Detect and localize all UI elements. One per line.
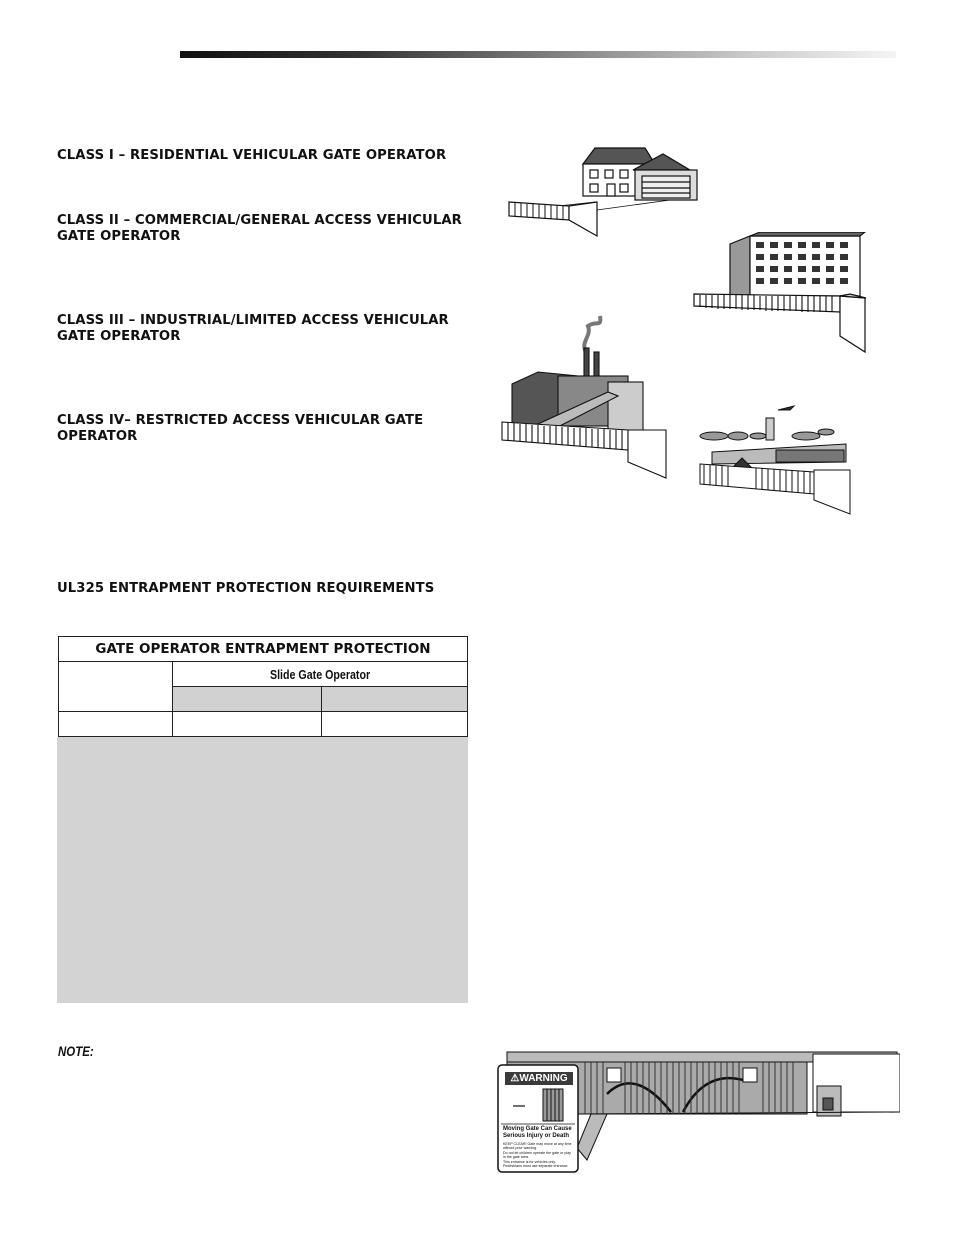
warning-badge-text: WARNING: [519, 1073, 568, 1084]
class2-heading-line2: GATE OPERATOR: [57, 229, 181, 244]
class3-heading-line2: GATE OPERATOR: [57, 329, 181, 344]
table-blank-cell: [59, 662, 173, 712]
table-cell: [59, 712, 173, 737]
warning-sign-line1: Moving Gate Can Cause: [503, 1126, 572, 1132]
warning-sign-fine3: Do not let children operate the gate or play: [503, 1151, 571, 1155]
table-grey-cell: [173, 687, 322, 712]
industrial-scene-icon: [498, 312, 673, 482]
class2-heading: [57, 213, 467, 245]
class3-heading-line1: CLASS III – INDUSTRIAL/LIMITED ACCESS VEHICULAR: [57, 313, 449, 328]
table-cell: [322, 712, 468, 737]
warning-sign-fine2: without prior warning.: [503, 1146, 538, 1150]
residential-scene-icon: [505, 132, 700, 242]
slide-gate-icon: [495, 1050, 900, 1175]
airport-scene-icon: [696, 402, 856, 520]
grey-content-panel: [57, 737, 468, 1003]
class4-heading-line2: OPERATOR: [57, 429, 138, 444]
entrapment-protection-table: [58, 636, 468, 737]
table-subheader-text: Slide Gate Operator: [269, 666, 371, 682]
header-gradient-bar: [180, 51, 896, 58]
table-cell: [173, 712, 322, 737]
commercial-scene-icon: [690, 232, 890, 357]
warning-sign-fine6: Pedestrians must use separate entrance.: [503, 1164, 569, 1168]
ul325-heading: UL325 ENTRAPMENT PROTECTION REQUIREMENTS: [57, 581, 435, 596]
note-label: [58, 1043, 102, 1059]
class4-heading-line1: CLASS IV– RESTRICTED ACCESS VEHICULAR GATE: [57, 413, 424, 428]
warning-sign-fine4: in the gate area.: [503, 1155, 529, 1159]
warning-sign-fine1: KEEP CLEAR! Gate may move at any time: [503, 1142, 572, 1146]
class2-heading-line1: CLASS II – COMMERCIAL/GENERAL ACCESS VEHICULAR: [57, 213, 462, 228]
table-title: GATE OPERATOR ENTRAPMENT PROTECTION: [59, 637, 468, 662]
warning-sign-fine5: This entrance is for vehicles only.: [503, 1160, 556, 1164]
class3-heading: [57, 313, 467, 345]
class1-heading: CLASS I – RESIDENTIAL VEHICULAR GATE OPERATOR: [57, 148, 447, 163]
note-label-text: NOTE:: [58, 1043, 94, 1059]
table-grey-cell: [322, 687, 468, 712]
table-subheader: [173, 662, 468, 687]
warning-sign-line2: Serious Injury or Death: [503, 1133, 570, 1139]
class4-heading: [57, 413, 467, 445]
warning-badge: ⚠WARNING: [505, 1072, 573, 1085]
